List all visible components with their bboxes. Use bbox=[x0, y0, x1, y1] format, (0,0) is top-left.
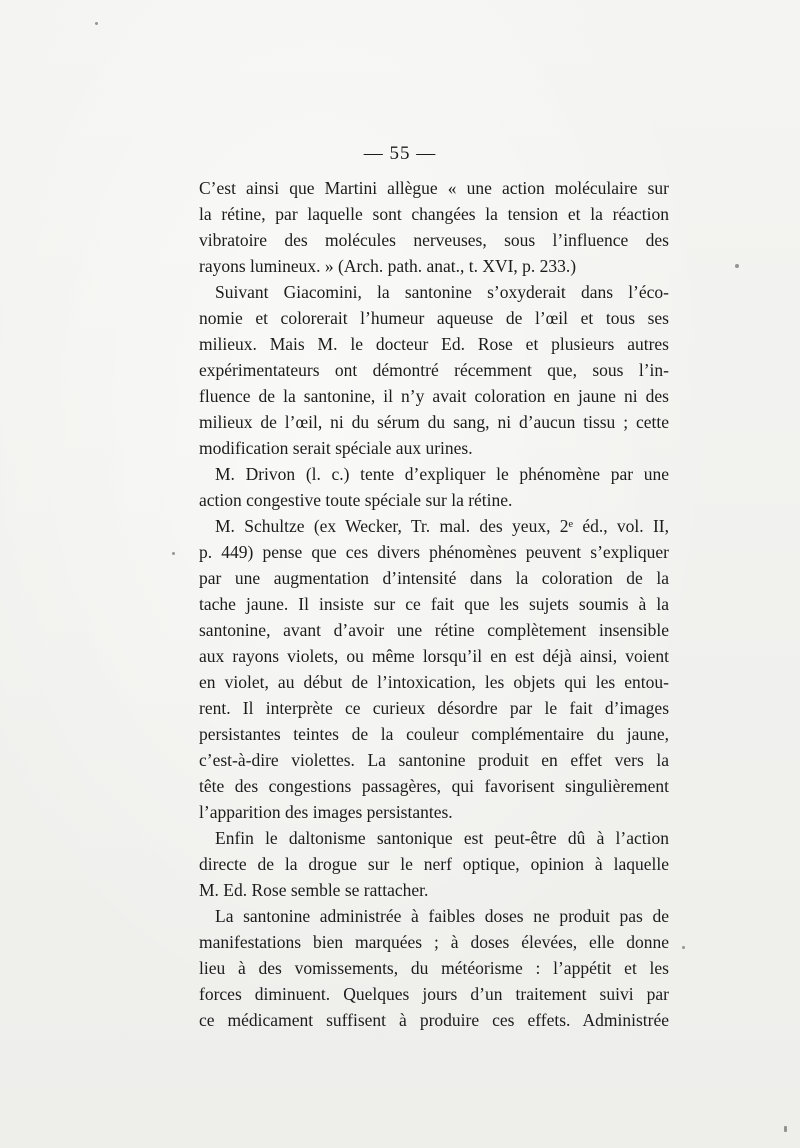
text-line: santonine, avant d’avoir une rétine complètement insensible bbox=[199, 620, 669, 640]
text-line: tache jaune. Il insiste sur ce fait que les sujets soumis à la bbox=[199, 594, 669, 614]
text-line: c’est-à-dire violettes. La santonine produit en effet vers la bbox=[199, 750, 669, 770]
text-line: en violet, au début de l’intoxication, les objets qui les entou- bbox=[199, 672, 669, 692]
text-line: milieux. Mais M. le docteur Ed. Rose et plusieurs autres bbox=[199, 334, 669, 354]
scan-speck bbox=[784, 1126, 787, 1132]
text-line: persistantes teintes de la couleur complémentaire du jaune, bbox=[199, 724, 669, 744]
page-number: — 55 — bbox=[363, 143, 437, 164]
text-line: nomie et colorerait l’humeur aqueuse de l’œil et tous ses bbox=[199, 308, 669, 328]
text-line: modification serait spéciale aux urines. bbox=[199, 438, 473, 458]
text-line: tête des congestions passagères, qui favorisent singulièrement bbox=[199, 776, 669, 796]
text-line: directe de la drogue sur le nerf optique, opinion à laquelle bbox=[199, 854, 669, 874]
text-line: vibratoire des molécules nerveuses, sous l’influence des bbox=[199, 230, 669, 250]
text-line: M. Ed. Rose semble se rattacher. bbox=[199, 880, 429, 900]
text-line: milieux de l’œil, ni du sérum du sang, ni d’aucun tissu ; cette bbox=[199, 412, 669, 432]
text-line: ce médicament suffisent à produire ces effets. Administrée bbox=[199, 1010, 669, 1030]
text-line: aux rayons violets, ou même lorsqu’il en est déjà ainsi, voient bbox=[199, 646, 669, 666]
text-line: Suivant Giacomini, la santonine s’oxyderait dans l’éco- bbox=[215, 282, 669, 302]
text-line: M. Drivon (l. c.) tente d’expliquer le phénomène par une bbox=[215, 464, 669, 484]
scan-speck bbox=[682, 946, 685, 949]
scan-speck bbox=[735, 264, 739, 268]
text-line: manifestations bien marquées ; à doses élevées, elle donne bbox=[199, 932, 669, 952]
text-line: forces diminuent. Quelques jours d’un traitement suivi par bbox=[199, 984, 669, 1004]
text-line: l’apparition des images persistantes. bbox=[199, 802, 453, 822]
text-line: rent. Il interprète ce curieux désordre par le fait d’images bbox=[199, 698, 669, 718]
text-line: expérimentateurs ont démontré récemment que, sous l’in- bbox=[199, 360, 669, 380]
text-line: la rétine, par laquelle sont changées la tension et la réaction bbox=[199, 204, 669, 224]
text-line: La santonine administrée à faibles doses ne produit pas de bbox=[215, 906, 669, 926]
text-line: M. Schultze (ex Wecker, Tr. mal. des yeux, 2ᵉ éd., vol. II, bbox=[215, 516, 669, 536]
text-line: lieu à des vomissements, du météorisme : l’appétit et les bbox=[199, 958, 669, 978]
text-line: action congestive toute spéciale sur la rétine. bbox=[199, 490, 513, 510]
body-text bbox=[199, 175, 669, 1033]
scan-speck bbox=[95, 22, 98, 25]
text-line: C’est ainsi que Martini allègue « une action moléculaire sur bbox=[199, 178, 669, 198]
scan-speck bbox=[172, 552, 175, 555]
text-line: par une augmentation d’intensité dans la coloration de la bbox=[199, 568, 669, 588]
text-line: fluence de la santonine, il n’y avait coloration en jaune ni des bbox=[199, 386, 669, 406]
text-line: rayons lumineux. » (Arch. path. anat., t. XVI, p. 233.) bbox=[199, 256, 577, 276]
text-line: p. 449) pense que ces divers phénomènes peuvent s’expliquer bbox=[199, 542, 669, 562]
text-line: Enfin le daltonisme santonique est peut-être dû à l’action bbox=[215, 828, 669, 848]
